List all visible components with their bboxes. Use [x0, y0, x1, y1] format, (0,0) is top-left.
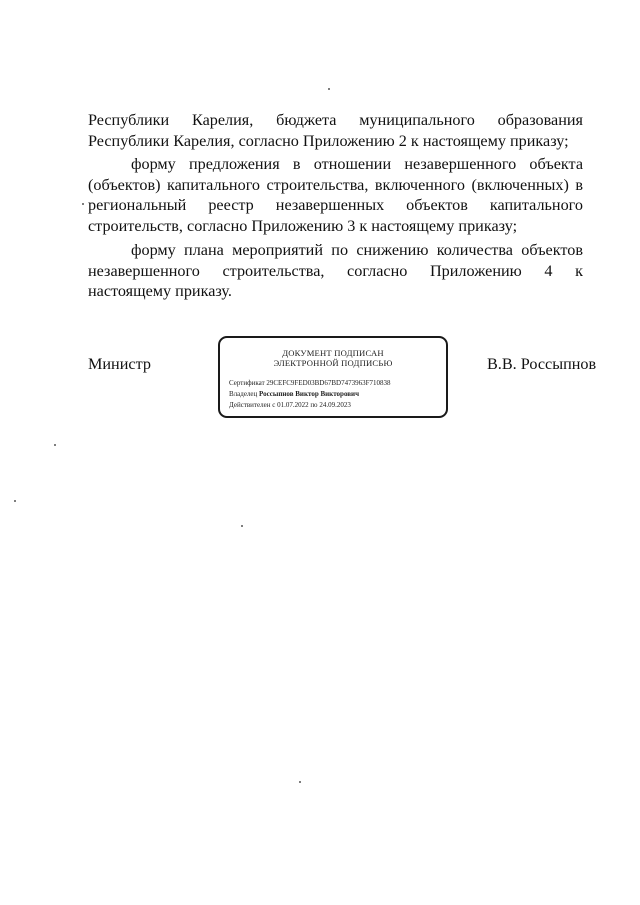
owner-value: Россыпнов Виктор Викторович	[259, 390, 360, 398]
valid-from: 01.07.2022	[277, 401, 309, 409]
certificate-label: Сертификат	[229, 379, 265, 387]
signer-title: Министр	[88, 355, 151, 373]
paragraph-line: форму предложения в отношении незавершенного объекта	[131, 155, 583, 173]
paragraph-line: Республики Карелия, бюджета муниципального образования	[88, 111, 583, 129]
paragraph-line: незавершенного строительства, согласно Приложению 4 к	[88, 261, 583, 280]
signer-name: В.В. Россыпнов	[487, 355, 597, 373]
paragraph-line: региональный реестр незавершенных объектов капитального	[88, 196, 583, 214]
certificate-value: 29CEFC9FED03BD67BD7473963F710838	[266, 379, 391, 387]
scan-speck	[82, 203, 84, 205]
stamp-heading: ДОКУМЕНТ ПОДПИСАН	[282, 348, 384, 358]
scan-speck	[54, 444, 56, 446]
stamp-validity-row	[229, 401, 351, 410]
valid-to-label: по	[310, 401, 318, 409]
electronic-signature-stamp	[218, 336, 448, 418]
valid-to: 24.09.2023	[319, 401, 351, 409]
stamp-certificate-row	[229, 379, 390, 388]
paragraph-line: (объектов) капитального строительства, включенного (включенных) в	[88, 175, 583, 194]
owner-label: Владелец	[229, 390, 258, 398]
paragraph-2	[88, 154, 583, 236]
paragraph-line: Республики Карелия, согласно Приложению 2 к настоящему приказу;	[88, 131, 569, 150]
valid-label: Действителен с	[229, 401, 276, 409]
paragraph-line: форму плана мероприятий по снижению количества объектов	[131, 241, 583, 259]
stamp-owner-row	[229, 390, 359, 399]
scan-speck	[14, 500, 16, 502]
paragraph-line: настоящему приказу.	[88, 282, 232, 300]
scan-speck	[299, 781, 301, 783]
paragraph-1	[88, 110, 583, 151]
stamp-subheading: ЭЛЕКТРОННОЙ ПОДПИСЬЮ	[273, 358, 393, 368]
scan-speck	[241, 525, 243, 527]
paragraph-3	[88, 240, 583, 302]
scan-speck	[328, 88, 330, 90]
paragraph-line: строительств, согласно Приложению 3 к настоящему приказу;	[88, 216, 518, 235]
